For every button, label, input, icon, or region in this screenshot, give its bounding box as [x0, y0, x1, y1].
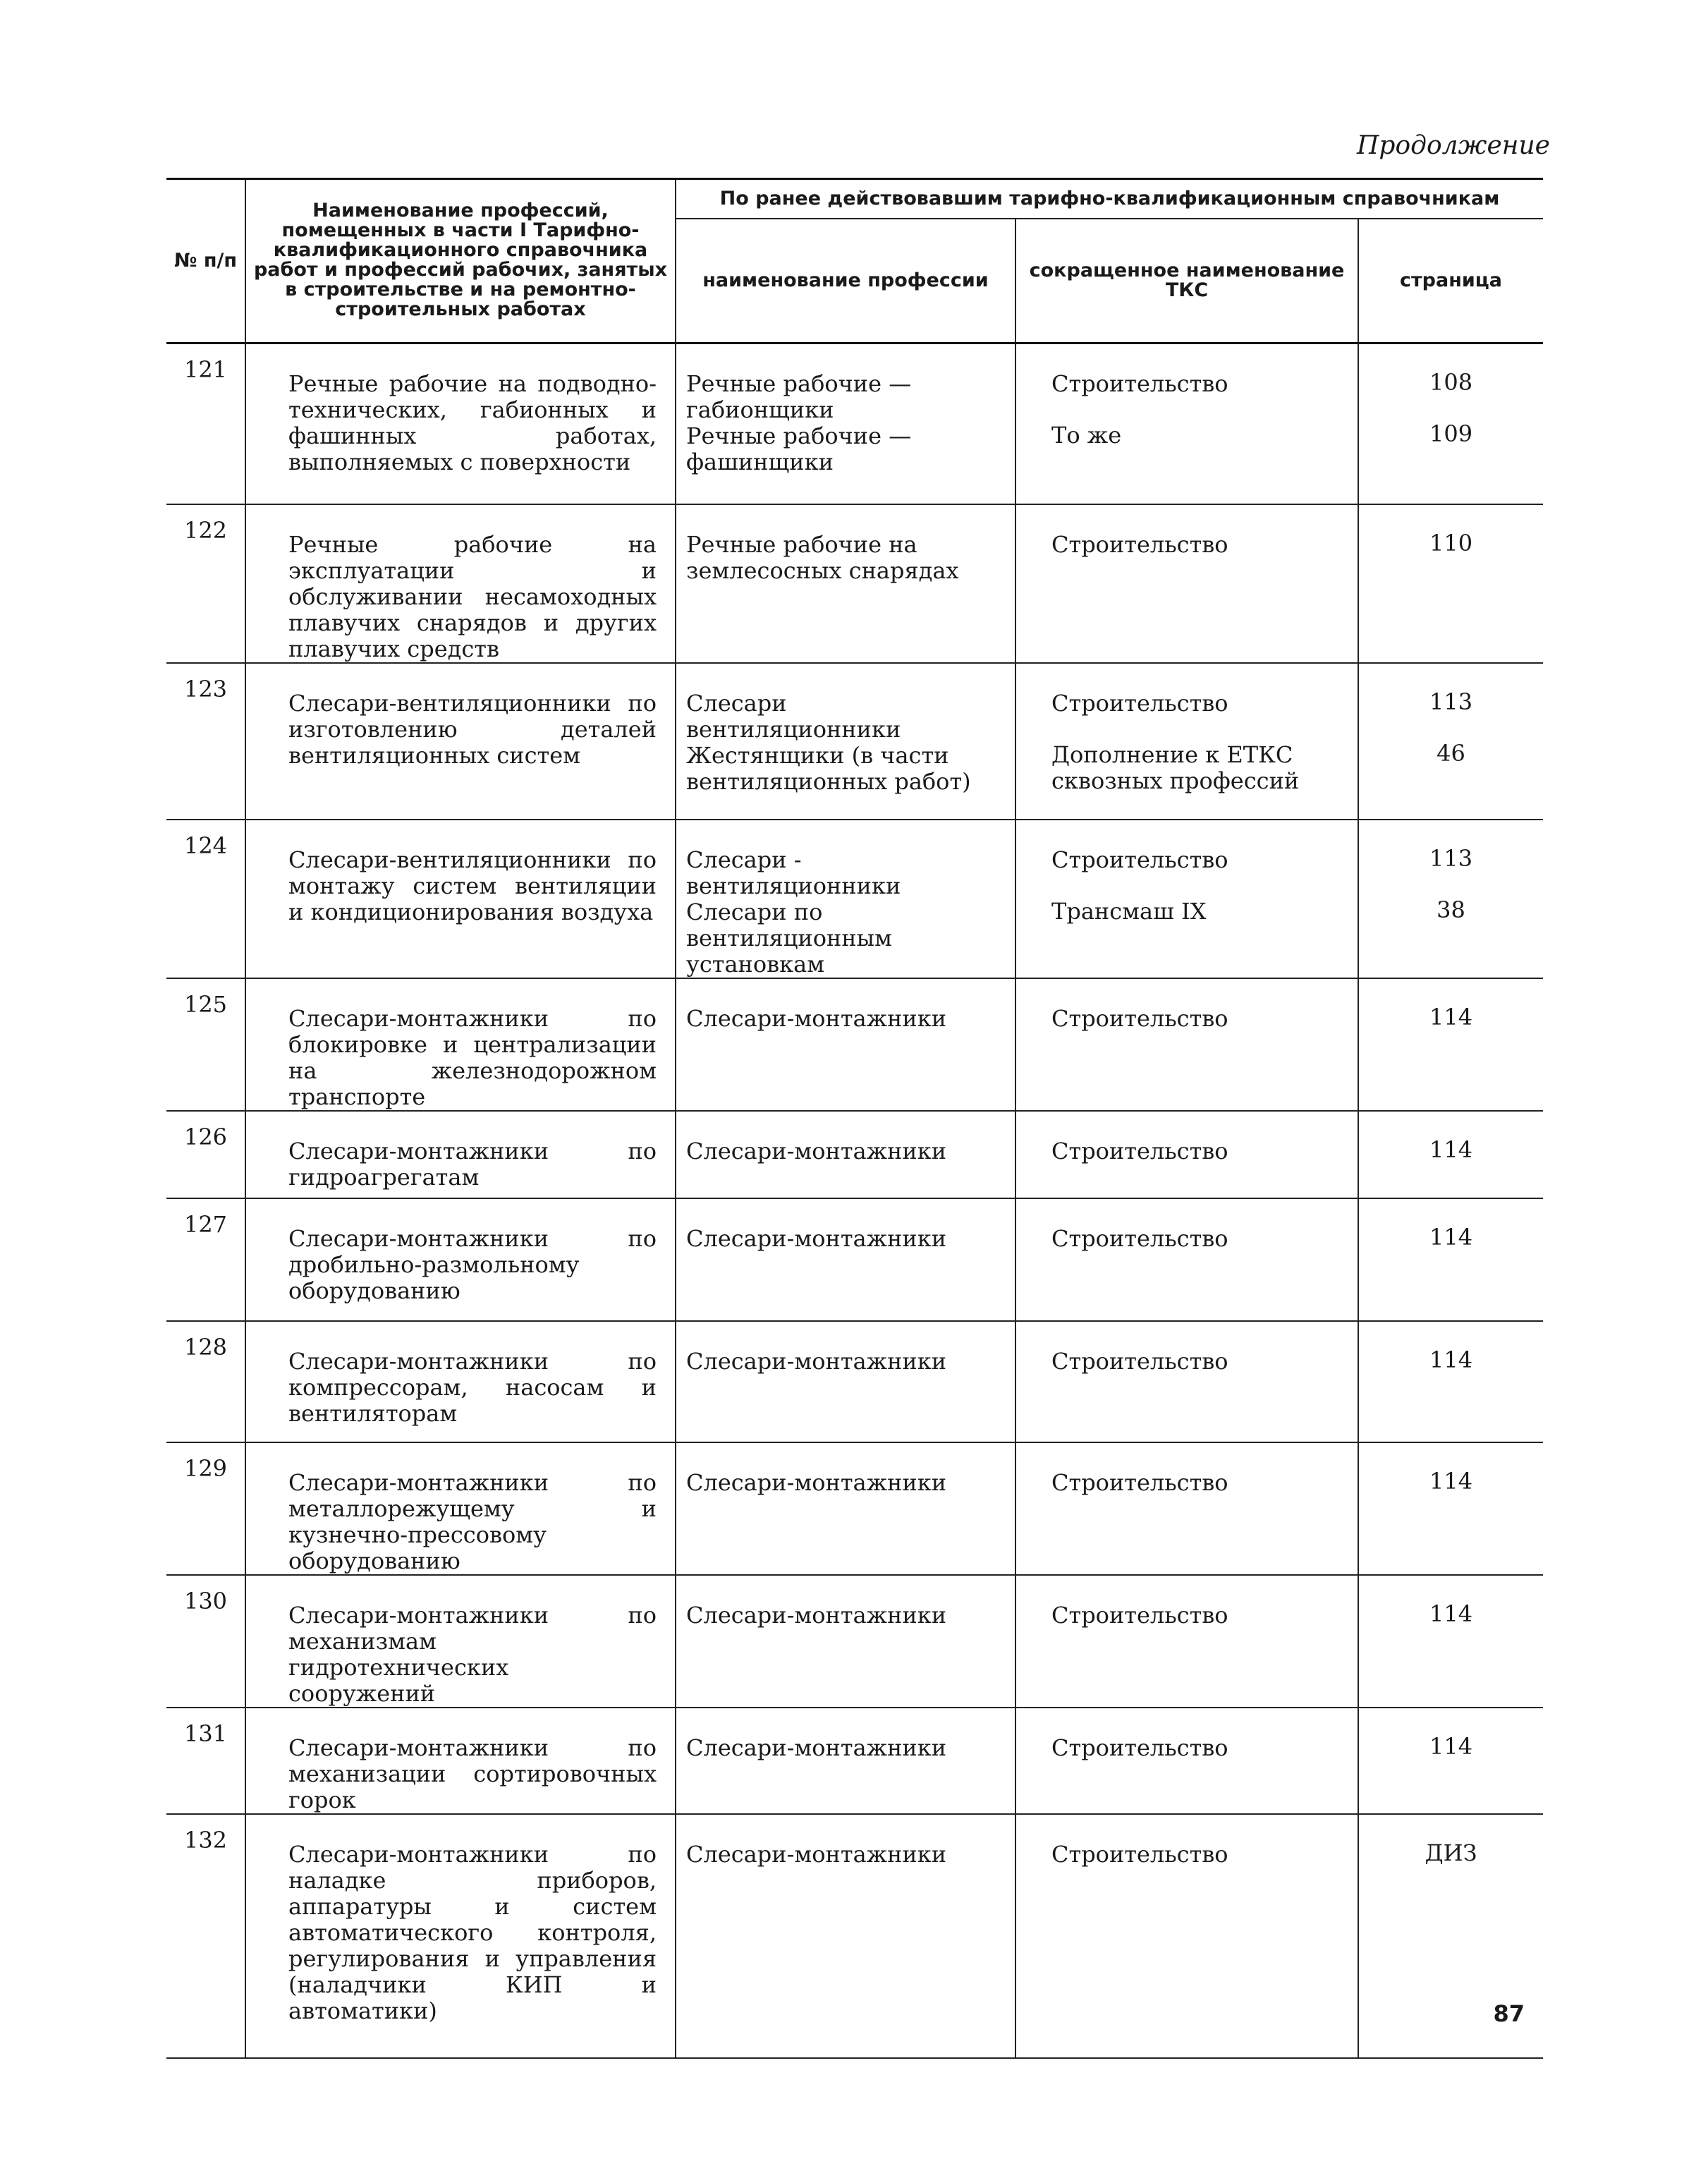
page-entry: 114 [1429, 1136, 1473, 1163]
row-number: 128 [166, 1321, 245, 1442]
page-entry: 110 [1429, 529, 1473, 556]
row-number: 126 [166, 1111, 245, 1198]
tks-short-name [1015, 504, 1358, 663]
tks-short-name [1015, 343, 1358, 504]
handbook-page [1358, 1198, 1543, 1321]
page-entry: 38 [1436, 896, 1465, 923]
tks-entry: Строительство [1051, 1004, 1228, 1032]
header-profession-name: Наименование профессий, помещенных в части I Тарифно-квалификационного справочника работ и профессий рабочих, занятых в строительстве и на ремонтно-строительных работах [245, 179, 676, 343]
previous-profession-entry: Жестянщики (в части вентиляционных работ) [686, 741, 971, 795]
tks-short-name [1015, 978, 1358, 1111]
previous-profession [676, 1442, 1015, 1575]
tks-entry: Дополнение к ЕТКС сквозных профессий [1051, 741, 1300, 794]
profession-name: Слесари-монтажники по дробильно-размольному оборудованию [245, 1198, 676, 1321]
tks-entry: Строительство [1051, 370, 1228, 397]
page-entry: ДИЗ [1425, 1839, 1477, 1866]
table-row [166, 663, 1543, 820]
handbook-page [1358, 343, 1543, 504]
tks-entry: Строительство [1051, 1347, 1228, 1375]
table-row [166, 1198, 1543, 1321]
table-row [166, 1575, 1543, 1708]
tks-entry: Строительство [1051, 1224, 1228, 1252]
tks-entry: Строительство [1051, 846, 1228, 873]
row-number: 122 [166, 504, 245, 663]
handbook-page [1358, 820, 1543, 978]
tks-short-name [1015, 1708, 1358, 1814]
page-entry: 113 [1429, 688, 1473, 715]
handbook-page [1358, 1111, 1543, 1198]
header-tks-short-name: сокращенное наименование ТКС [1015, 219, 1358, 343]
profession-name: Слесари-монтажники по механизмам гидротехнических сооружений [245, 1575, 676, 1708]
table-row [166, 1442, 1543, 1575]
previous-profession [676, 978, 1015, 1111]
previous-profession-entry: Слесари вентиляционники [686, 689, 901, 743]
previous-profession-entry: Слесари-монтажники [686, 1224, 947, 1252]
previous-profession [676, 1814, 1015, 2058]
handbook-page [1358, 1321, 1543, 1442]
row-number: 125 [166, 978, 245, 1111]
previous-profession [676, 1198, 1015, 1321]
tks-entry: Строительство [1051, 1468, 1228, 1496]
previous-profession [676, 663, 1015, 820]
previous-profession-entry: Слесари по вентиляционным установкам [686, 898, 893, 978]
table-row [166, 1111, 1543, 1198]
previous-profession [676, 1575, 1015, 1708]
previous-profession [676, 1708, 1015, 1814]
page-entry: 113 [1429, 844, 1473, 872]
tks-entry: Трансмаш IX [1051, 897, 1207, 925]
previous-profession-entry: Слесари-монтажники [686, 1601, 947, 1629]
handbook-page [1358, 1442, 1543, 1575]
page-entry: 46 [1436, 739, 1465, 767]
previous-profession [676, 504, 1015, 663]
table-row [166, 1321, 1543, 1442]
tks-short-name [1015, 1198, 1358, 1321]
table-row [166, 978, 1543, 1111]
table-row [166, 1814, 1543, 2058]
table-row [166, 504, 1543, 663]
tks-entry: Строительство [1051, 1137, 1228, 1164]
previous-profession [676, 343, 1015, 504]
previous-profession-entry: Слесари - вентиляционники [686, 846, 901, 899]
profession-name: Слесари-монтажники по механизации сортировочных горок [245, 1708, 676, 1814]
profession-name: Слесари-монтажники по компрессорам, насосам и вентиляторам [245, 1321, 676, 1442]
tks-short-name [1015, 1321, 1358, 1442]
row-number: 127 [166, 1198, 245, 1321]
profession-name: Слесари-монтажники по металлорежущему и кузнечно-прессовому оборудованию [245, 1442, 676, 1575]
profession-name: Слесари-монтажники по блокировке и централизации на железнодорожном транспорте [245, 978, 676, 1111]
page-entry: 114 [1429, 1732, 1473, 1760]
previous-profession-entry: Слесари-монтажники [686, 1734, 947, 1761]
previous-profession [676, 1321, 1015, 1442]
profession-name: Слесари-монтажники по наладке приборов, аппаратуры и систем автоматического контроля, регулирования и управления (наладчики КИП и автоматики) [245, 1814, 676, 2058]
profession-name: Речные рабочие на эксплуатации и обслуживании несамоходных плавучих снарядов и других плавучих средств [245, 504, 676, 663]
handbook-page [1358, 504, 1543, 663]
tks-short-name [1015, 1575, 1358, 1708]
tks-entry: Строительство [1051, 530, 1228, 558]
page-entry: 108 [1429, 369, 1473, 396]
tks-entry: Строительство [1051, 689, 1228, 717]
handbook-page [1358, 1708, 1543, 1814]
row-number: 129 [166, 1442, 245, 1575]
previous-profession-entry: Речные рабочие — габионщики [686, 370, 912, 423]
header-page: страница [1358, 219, 1543, 343]
previous-profession-entry: Слесари-монтажники [686, 1004, 947, 1032]
profession-name: Речные рабочие на подводно-технических, габионных и фашинных работах, выполняемых с поверхности [245, 343, 676, 504]
profession-name: Слесари-вентиляционники по изготовлению деталей вентиляционных систем [245, 663, 676, 820]
handbook-page [1358, 978, 1543, 1111]
previous-profession-entry: Слесари-монтажники [686, 1137, 947, 1164]
page-number: 87 [1493, 2000, 1525, 2027]
page-entry: 114 [1429, 1467, 1473, 1495]
page-entry: 114 [1429, 1346, 1473, 1373]
table-row [166, 343, 1543, 504]
previous-profession-entry: Слесари-монтажники [686, 1468, 947, 1496]
previous-profession-entry: Речные рабочие на землесосных снарядах [686, 530, 959, 584]
row-number: 132 [166, 1814, 245, 2058]
tks-entry: Строительство [1051, 1734, 1228, 1761]
page-entry: 114 [1429, 1003, 1473, 1030]
tks-entry: То же [1051, 422, 1122, 449]
row-number: 124 [166, 820, 245, 978]
tks-short-name [1015, 1814, 1358, 2058]
tks-short-name [1015, 663, 1358, 820]
previous-profession [676, 820, 1015, 978]
tks-short-name [1015, 1111, 1358, 1198]
page-entry: 114 [1429, 1223, 1473, 1251]
continuation-label: Продолжение [1357, 131, 1550, 160]
tks-entry: Строительство [1051, 1601, 1228, 1629]
handbook-page [1358, 663, 1543, 820]
row-number: 121 [166, 343, 245, 504]
row-number: 130 [166, 1575, 245, 1708]
table-row [166, 820, 1543, 978]
professions-table [166, 178, 1543, 2059]
previous-profession [676, 1111, 1015, 1198]
row-number: 131 [166, 1708, 245, 1814]
previous-profession-entry: Слесари-монтажники [686, 1347, 947, 1375]
page-entry: 109 [1429, 420, 1473, 447]
header-previous-handbooks: По ранее действовавшим тарифно-квалификационным справочникам [676, 179, 1543, 219]
handbook-page [1358, 1575, 1543, 1708]
row-number: 123 [166, 663, 245, 820]
header-previous-profession: наименование профессии [676, 219, 1015, 343]
table-row [166, 1708, 1543, 1814]
tks-entry: Строительство [1051, 1840, 1228, 1868]
profession-name: Слесари-вентиляционники по монтажу систем вентиляции и кондиционирования воздуха [245, 820, 676, 978]
header-number: № п/п [166, 179, 245, 343]
tks-short-name [1015, 820, 1358, 978]
previous-profession-entry: Речные рабочие — фашинщики [686, 422, 912, 475]
previous-profession-entry: Слесари-монтажники [686, 1840, 947, 1868]
tks-short-name [1015, 1442, 1358, 1575]
page-entry: 114 [1429, 1600, 1473, 1627]
profession-name: Слесари-монтажники по гидроагрегатам [245, 1111, 676, 1198]
